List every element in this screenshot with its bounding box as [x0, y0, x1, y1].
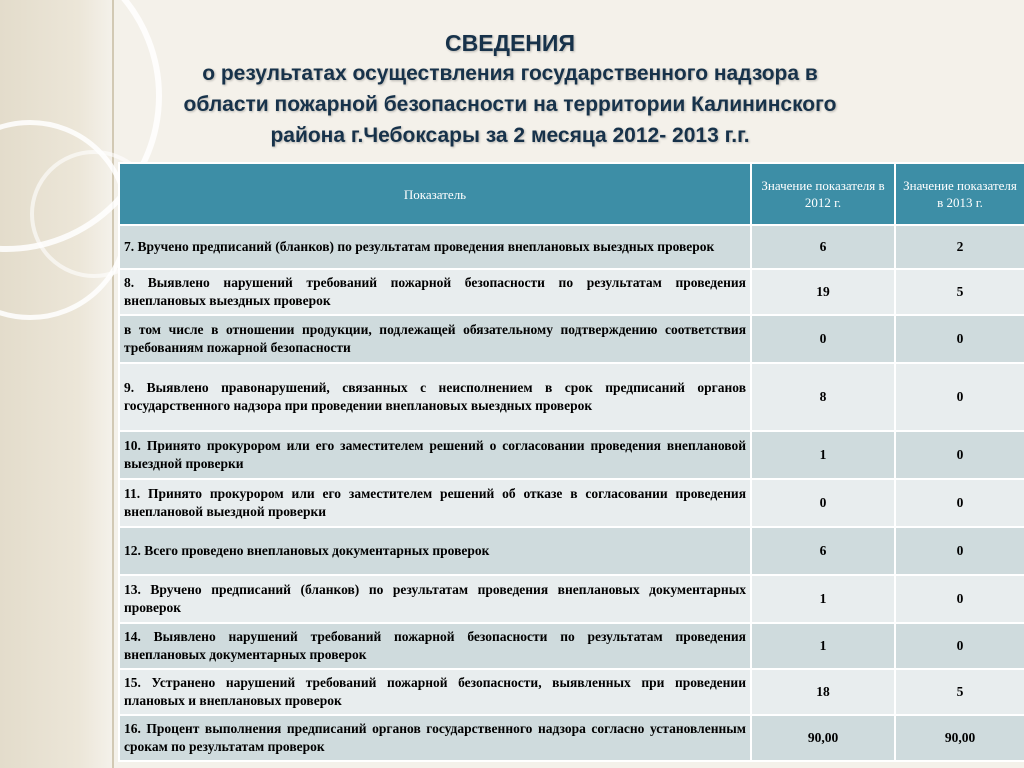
- table-header-row: [119, 163, 1024, 225]
- row-value-2013: 0: [895, 575, 1024, 623]
- row-value-2012: 8: [751, 363, 895, 431]
- table-row: [119, 315, 1024, 363]
- row-value-2013: 5: [895, 269, 1024, 315]
- row-label: 8. Выявлено нарушений требований пожарной безопасности по результатам проведения внеплановых выездных проверок: [119, 269, 751, 315]
- table-row: [119, 431, 1024, 479]
- row-label: 9. Выявлено правонарушений, связанных с неисполнением в срок предписаний органов государственного надзора при проведении внеплановых выездных проверок: [119, 363, 751, 431]
- title-line: области пожарной безопасности на территории Калининского: [183, 93, 837, 116]
- row-value-2012: 6: [751, 225, 895, 269]
- row-value-2013: 0: [895, 527, 1024, 575]
- row-label: 11. Принято прокурором или его заместителем решений об отказе в согласовании проведения внеплановой выездной проверки: [119, 479, 751, 527]
- slide-title: [150, 28, 870, 151]
- header-value-2012: Значение показателя в 2012 г.: [751, 163, 895, 225]
- table-row: [119, 527, 1024, 575]
- table-row: [119, 269, 1024, 315]
- row-label: 12. Всего проведено внеплановых документарных проверок: [119, 527, 751, 575]
- row-value-2013: 0: [895, 315, 1024, 363]
- row-value-2012: 1: [751, 575, 895, 623]
- table-row: [119, 669, 1024, 715]
- row-label: 14. Выявлено нарушений требований пожарной безопасности по результатам проведения внеплановых документарных проверок: [119, 623, 751, 669]
- table-row: [119, 479, 1024, 527]
- title-heading: СВЕДЕНИЯ: [445, 30, 575, 56]
- row-value-2013: 0: [895, 431, 1024, 479]
- row-value-2012: 6: [751, 527, 895, 575]
- row-value-2012: 19: [751, 269, 895, 315]
- title-line: района г.Чебоксары за 2 месяца 2012- 2013 г.г.: [270, 124, 750, 147]
- row-label: 13. Вручено предписаний (бланков) по результатам проведения внеплановых документарных проверок: [119, 575, 751, 623]
- row-label: 16. Процент выполнения предписаний органов государственного надзора согласно установленным срокам по результатам проверок: [119, 715, 751, 761]
- row-value-2012: 0: [751, 479, 895, 527]
- row-value-2013: 90,00: [895, 715, 1024, 761]
- indicators-table: [118, 162, 1024, 762]
- table-row: [119, 575, 1024, 623]
- row-value-2013: 0: [895, 623, 1024, 669]
- header-value-2013: Значение показателя в 2013 г.: [895, 163, 1024, 225]
- row-value-2012: 1: [751, 431, 895, 479]
- row-label: 7. Вручено предписаний (бланков) по результатам проведения внеплановых выездных проверок: [119, 225, 751, 269]
- row-value-2013: 5: [895, 669, 1024, 715]
- table-row: [119, 225, 1024, 269]
- table-row: [119, 623, 1024, 669]
- row-value-2012: 18: [751, 669, 895, 715]
- title-line: о результатах осуществления государственного надзора в: [202, 62, 818, 85]
- row-value-2012: 90,00: [751, 715, 895, 761]
- row-label: 10. Принято прокурором или его заместителем решений о согласовании проведения внеплановой выездной проверки: [119, 431, 751, 479]
- row-value-2012: 0: [751, 315, 895, 363]
- row-value-2013: 0: [895, 363, 1024, 431]
- row-value-2012: 1: [751, 623, 895, 669]
- row-label: в том числе в отношении продукции, подлежащей обязательному подтверждению соответствия требованиям пожарной безопасности: [119, 315, 751, 363]
- table-row: [119, 363, 1024, 431]
- table-row: [119, 715, 1024, 761]
- row-value-2013: 0: [895, 479, 1024, 527]
- row-label: 15. Устранено нарушений требований пожарной безопасности, выявленных при проведении плановых и внеплановых проверок: [119, 669, 751, 715]
- header-indicator: Показатель: [119, 163, 751, 225]
- row-value-2013: 2: [895, 225, 1024, 269]
